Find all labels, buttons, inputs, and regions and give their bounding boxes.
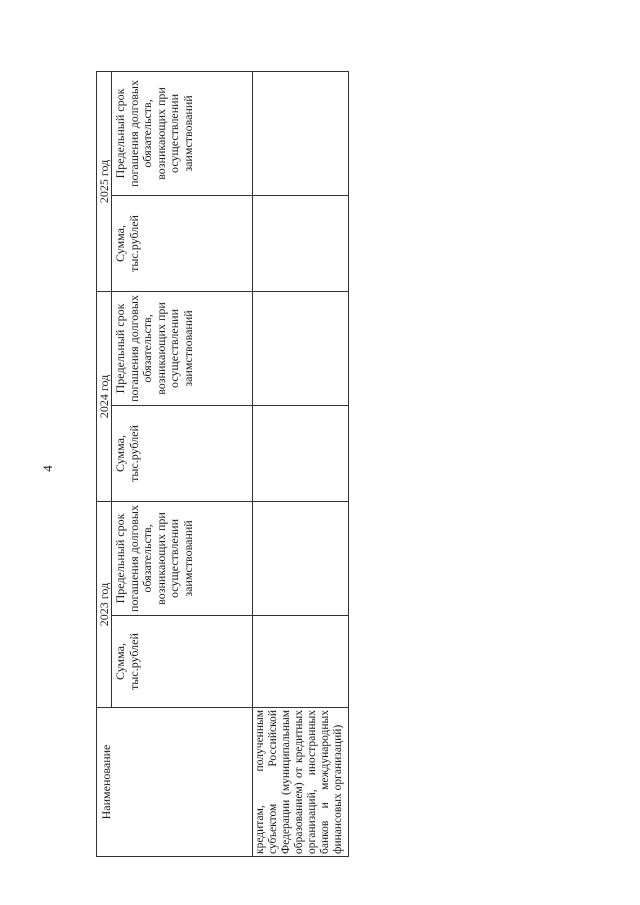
year-header-2023: 2023 год xyxy=(97,501,112,707)
name-column-header: Наименование xyxy=(97,708,253,857)
row-name-cell: кредитам, полученным субъектом Российской Федерации (муниципальным образованием) от кредитных организаций, иностранных банков и международных финансовых организаций) xyxy=(253,708,349,857)
sum-header-2023: Сумма, тыс.рублей xyxy=(112,616,253,708)
sum-header-2024: Сумма, тыс.рублей xyxy=(112,405,253,501)
term-header-2023: Предельный срок погашения долговых обязательств, возникающих при осуществлении заимствований xyxy=(112,501,253,615)
sum-cell-2023 xyxy=(253,616,349,708)
year-header-2024: 2024 год xyxy=(97,291,112,501)
term-header-2024: Предельный срок погашения долговых обязательств, возникающих при осуществлении заимствований xyxy=(112,291,253,405)
term-header-2025: Предельный срок погашения долговых обязательств, возникающих при осуществлении заимствований xyxy=(112,71,253,195)
sum-header-2025: Сумма, тыс.рублей xyxy=(112,195,253,291)
page-number: 4 xyxy=(39,465,55,472)
table-row xyxy=(253,71,349,856)
term-cell-2025 xyxy=(253,71,349,195)
borrowing-table-sheet xyxy=(96,72,349,857)
sum-cell-2024 xyxy=(253,405,349,501)
term-cell-2023 xyxy=(253,501,349,615)
term-cell-2024 xyxy=(253,291,349,405)
borrowing-table xyxy=(96,71,349,857)
year-header-2025: 2025 год xyxy=(97,71,112,291)
sum-cell-2025 xyxy=(253,195,349,291)
